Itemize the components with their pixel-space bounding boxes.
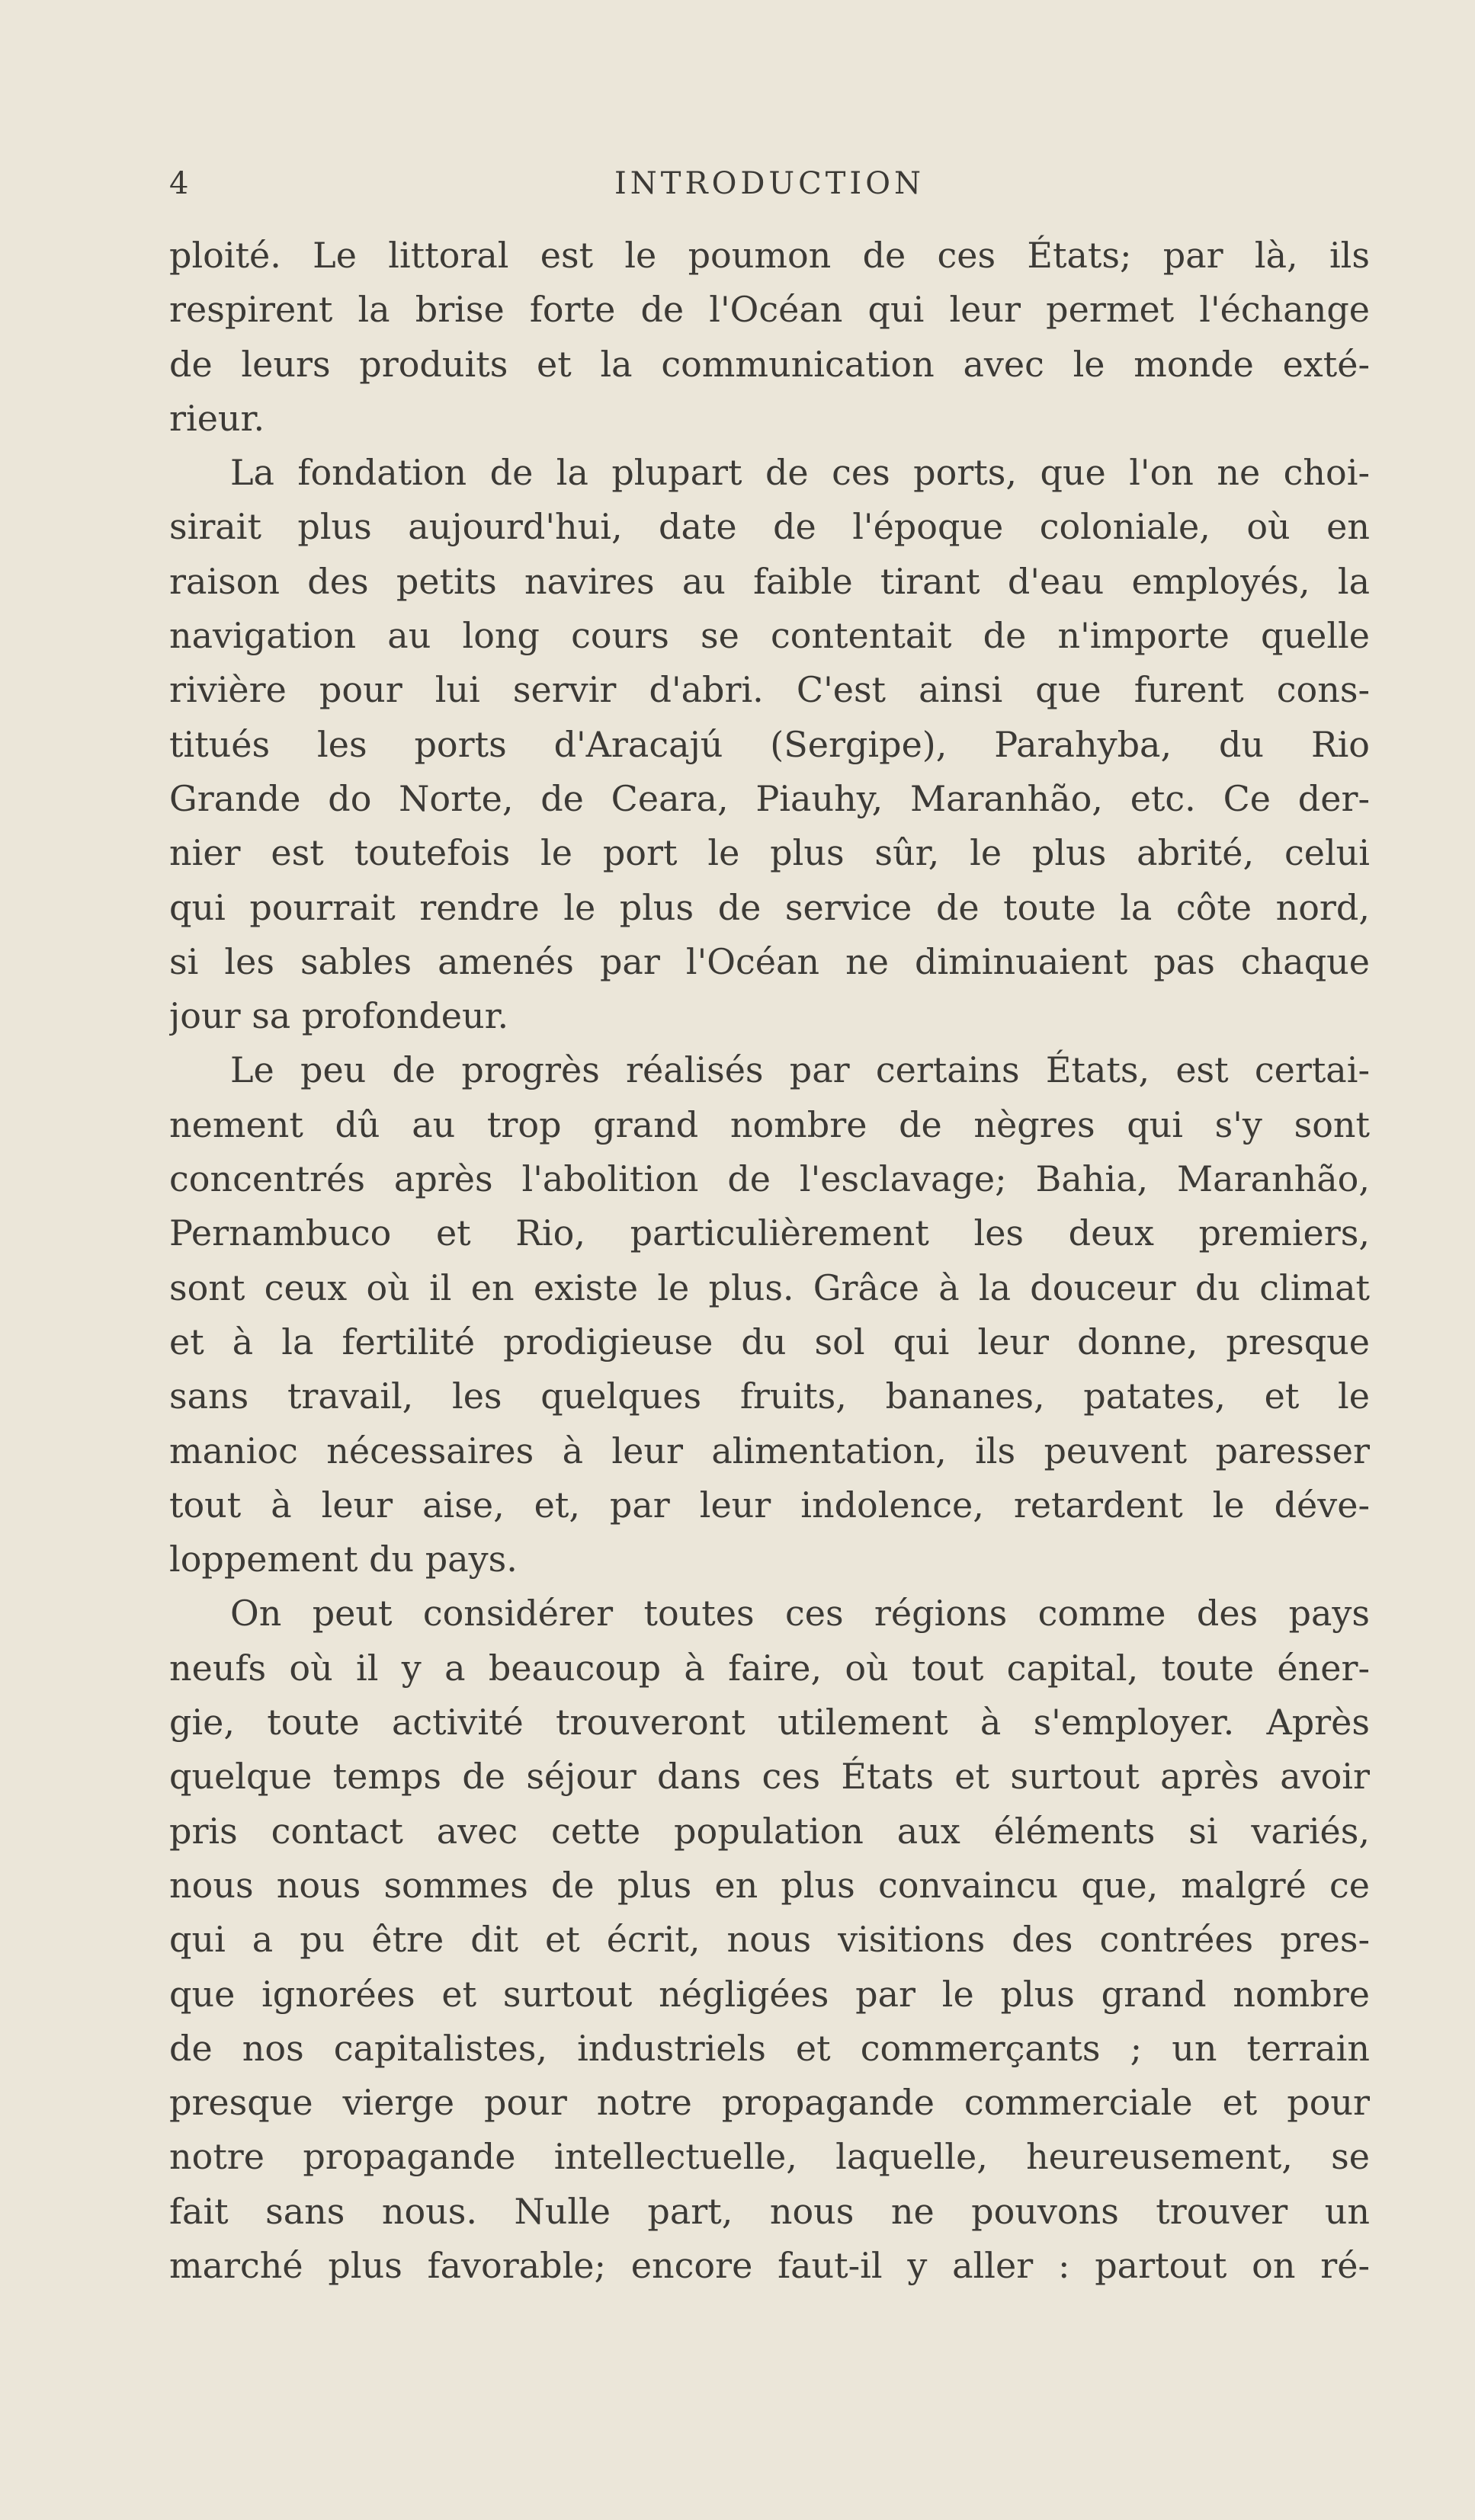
- text-line: si les sables amenés par l'Océan ne diminuaient pas chaque: [169, 940, 1370, 982]
- text-line: Le peu de progrès réalisés par certains États, est certai-: [230, 1049, 1370, 1091]
- text-line: titués les ports d'Aracajú (Sergipe), Parahyba, du Rio: [169, 723, 1370, 765]
- text-line: neufs où il y a beaucoup à faire, où tout capital, toute éner-: [169, 1647, 1370, 1689]
- text-line: pris contact avec cette population aux éléments si variés,: [169, 1810, 1370, 1852]
- text-line: sans travail, les quelques fruits, bananes, patates, et le: [169, 1375, 1370, 1417]
- text-line: nier est toutefois le port le plus sûr, le plus abrité, celui: [169, 832, 1370, 874]
- text-line: marché plus favorable; encore faut-il y aller : partout on ré-: [169, 2244, 1370, 2286]
- running-title: INTRODUCTION: [614, 166, 925, 201]
- text-line: de nos capitalistes, industriels et commerçants ; un terrain: [169, 2027, 1370, 2069]
- text-line: Pernambuco et Rio, particulièrement les deux premiers,: [169, 1212, 1370, 1254]
- text-line: qui pourrait rendre le plus de service de toute la côte nord,: [169, 886, 1370, 928]
- text-line: ploité. Le littoral est le poumon de ces États; par là, ils: [169, 235, 1370, 276]
- text-line: La fondation de la plupart de ces ports, que l'on ne choi-: [230, 452, 1370, 494]
- text-line: qui a pu être dit et écrit, nous visitions des contrées pres-: [169, 1919, 1370, 1961]
- text-line: concentrés après l'abolition de l'esclavage; Bahia, Maranhão,: [169, 1158, 1370, 1200]
- text-line: Grande do Norte, de Ceara, Piauhy, Maranhão, etc. Ce der-: [169, 777, 1370, 819]
- text-line: rieur.: [169, 397, 265, 439]
- text-line: jour sa profondeur.: [169, 995, 509, 1037]
- text-line: tout à leur aise, et, par leur indolence, retardent le déve-: [169, 1484, 1370, 1526]
- text-line: respirent la brise forte de l'Océan qui leur permet l'échange: [169, 289, 1370, 331]
- text-line: notre propagande intellectuelle, laquelle, heureusement, se: [169, 2136, 1370, 2178]
- text-line: loppement du pays.: [169, 1539, 518, 1580]
- page-number: 4: [169, 166, 191, 201]
- text-line: sirait plus aujourd'hui, date de l'époque coloniale, où en: [169, 506, 1370, 548]
- text-line: fait sans nous. Nulle part, nous ne pouvons trouver un: [169, 2190, 1370, 2232]
- text-line: que ignorées et surtout négligées par le plus grand nombre: [169, 1973, 1370, 2015]
- text-line: et à la fertilité prodigieuse du sol qui leur donne, presque: [169, 1321, 1370, 1362]
- text-line: manioc nécessaires à leur alimentation, ils peuvent paresser: [169, 1430, 1370, 1471]
- text-line: nous nous sommes de plus en plus convaincu que, malgré ce: [169, 1864, 1370, 1906]
- text-line: navigation au long cours se contentait de n'importe quelle: [169, 615, 1370, 657]
- text-line: de leurs produits et la communication avec le monde exté-: [169, 343, 1370, 385]
- body-text: [169, 229, 1370, 2293]
- text-line: On peut considérer toutes ces régions comme des pays: [230, 1593, 1370, 1635]
- text-line: raison des petits navires au faible tirant d'eau employés, la: [169, 560, 1370, 602]
- text-line: sont ceux où il en existe le plus. Grâce à la douceur du climat: [169, 1266, 1370, 1308]
- text-line: quelque temps de séjour dans ces États et surtout après avoir: [169, 1756, 1370, 1798]
- text-line: nement dû au trop grand nombre de nègres qui s'y sont: [169, 1103, 1370, 1145]
- text-line: rivière pour lui servir d'abri. C'est ainsi que furent cons-: [169, 669, 1370, 711]
- page-header: [169, 166, 1370, 212]
- text-line: gie, toute activité trouveront utilement à s'employer. Après: [169, 1702, 1370, 1744]
- text-line: presque vierge pour notre propagande commerciale et pour: [169, 2082, 1370, 2124]
